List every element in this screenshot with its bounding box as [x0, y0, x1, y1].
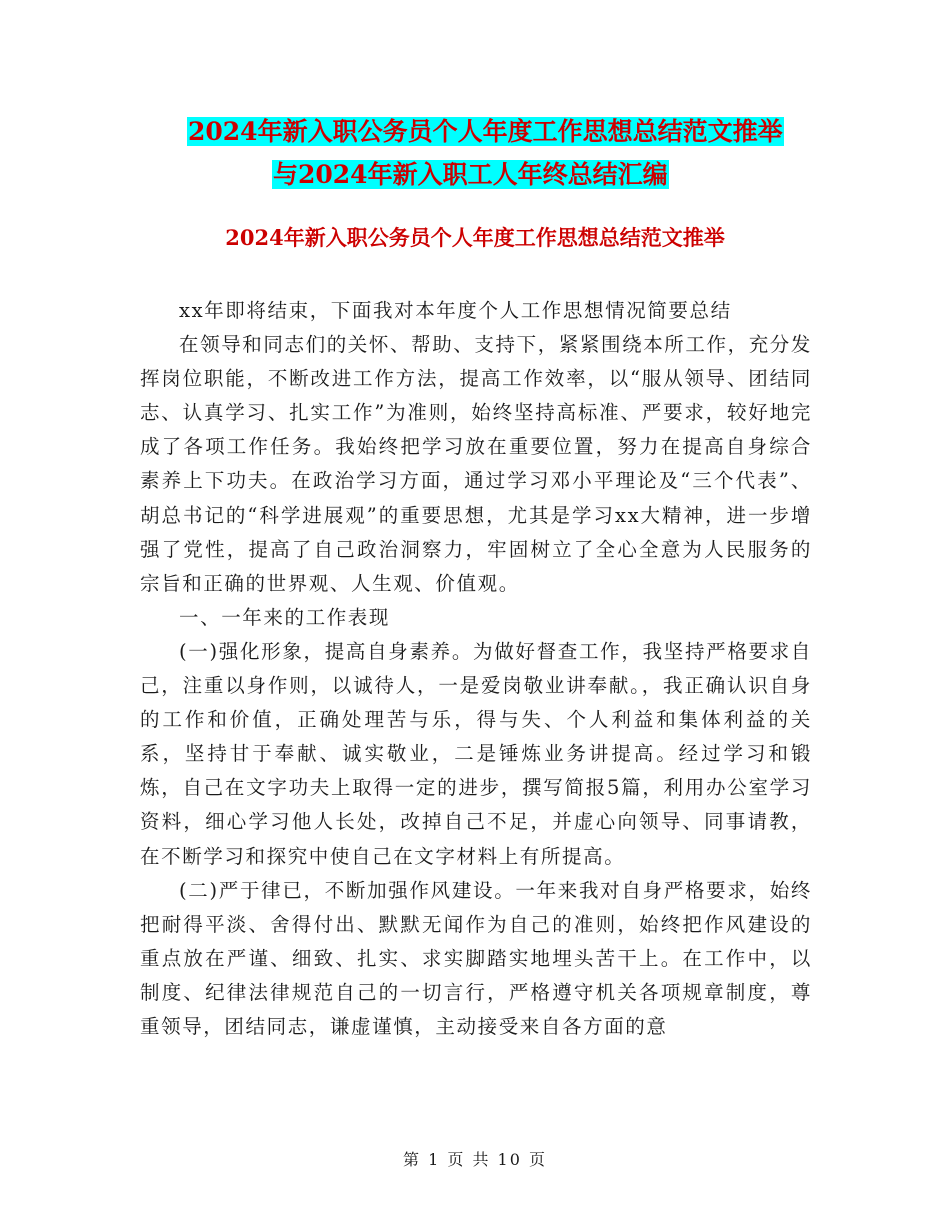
paragraph-2: (一)强化形象，提高自身素养。为做好督查工作，我坚持严格要求自己，注重以身作则，以诚待人，一是爱岗敬业讲奉献。，我正确认识自身的工作和价值，正确处理苦与乐，得与失、个人利益和集体利益的关系，坚持甘于奉献、诚实敬业，二是锤炼业务讲提高。经过学习和锻炼，自己在文字功夫上取得一定的进步，撰写简报5篇，利用办公室学习资料，细心学习他人长处，改掉自己不足，并虚心向领导、同事请教，在不断学习和探究中使自己在文字材料上有所提高。 [140, 639, 812, 868]
section-title: 2024年新入职公务员个人年度工作思想总结范文推举 [225, 225, 725, 250]
main-title-line-1 [187, 113, 807, 151]
heading-work-performance: 一、一年来的工作表现 [179, 605, 391, 629]
main-title-line-1-text: 2024年新入职公务员个人年度工作思想总结范文推举 [188, 117, 783, 146]
main-title-line-2-text: 与2024年新入职工人年终总结汇编 [273, 160, 668, 189]
page-footer: 第 1 页 共 10 页 [403, 1150, 547, 1169]
paragraph-intro: xx年即将结束，下面我对本年度个人工作思想情况简要总结 [179, 299, 732, 322]
paragraph-1: 在领导和同志们的关怀、帮助、支持下，紧紧围绕本所工作，充分发挥岗位职能，不断改进工作方法，提高工作效率，以“服从领导、团结同志、认真学习、扎实工作”为准则，始终坚持高标准、严要求，较好地完成了各项工作任务。我始终把学习放在重要位置，努力在提高自身综合素养上下功夫。在政治学习方面，通过学习邓小平理论及“三个代表”、胡总书记的“科学进展观”的重要思想，尤其是学习xx大精神，进一步增强了党性，提高了自己政治洞察力，牢固树立了全心全意为人民服务的宗旨和正确的世界观、人生观、价值观。 [140, 333, 813, 595]
document-body [140, 294, 812, 1044]
main-title-line-2 [272, 156, 692, 194]
paragraph-3: (二)严于律已，不断加强作风建设。一年来我对自身严格要求，始终把耐得平淡、舍得付出、默默无闻作为自己的准则，始终把作风建设的重点放在严谨、细致、扎实、求实脚踏实地埋头苦干上。在工作中，以制度、纪律法律规范自己的一切言行，严格遵守机关各项规章制度，尊重领导，团结同志，谦虚谨慎，主动接受来自各方面的意 [140, 878, 812, 1038]
